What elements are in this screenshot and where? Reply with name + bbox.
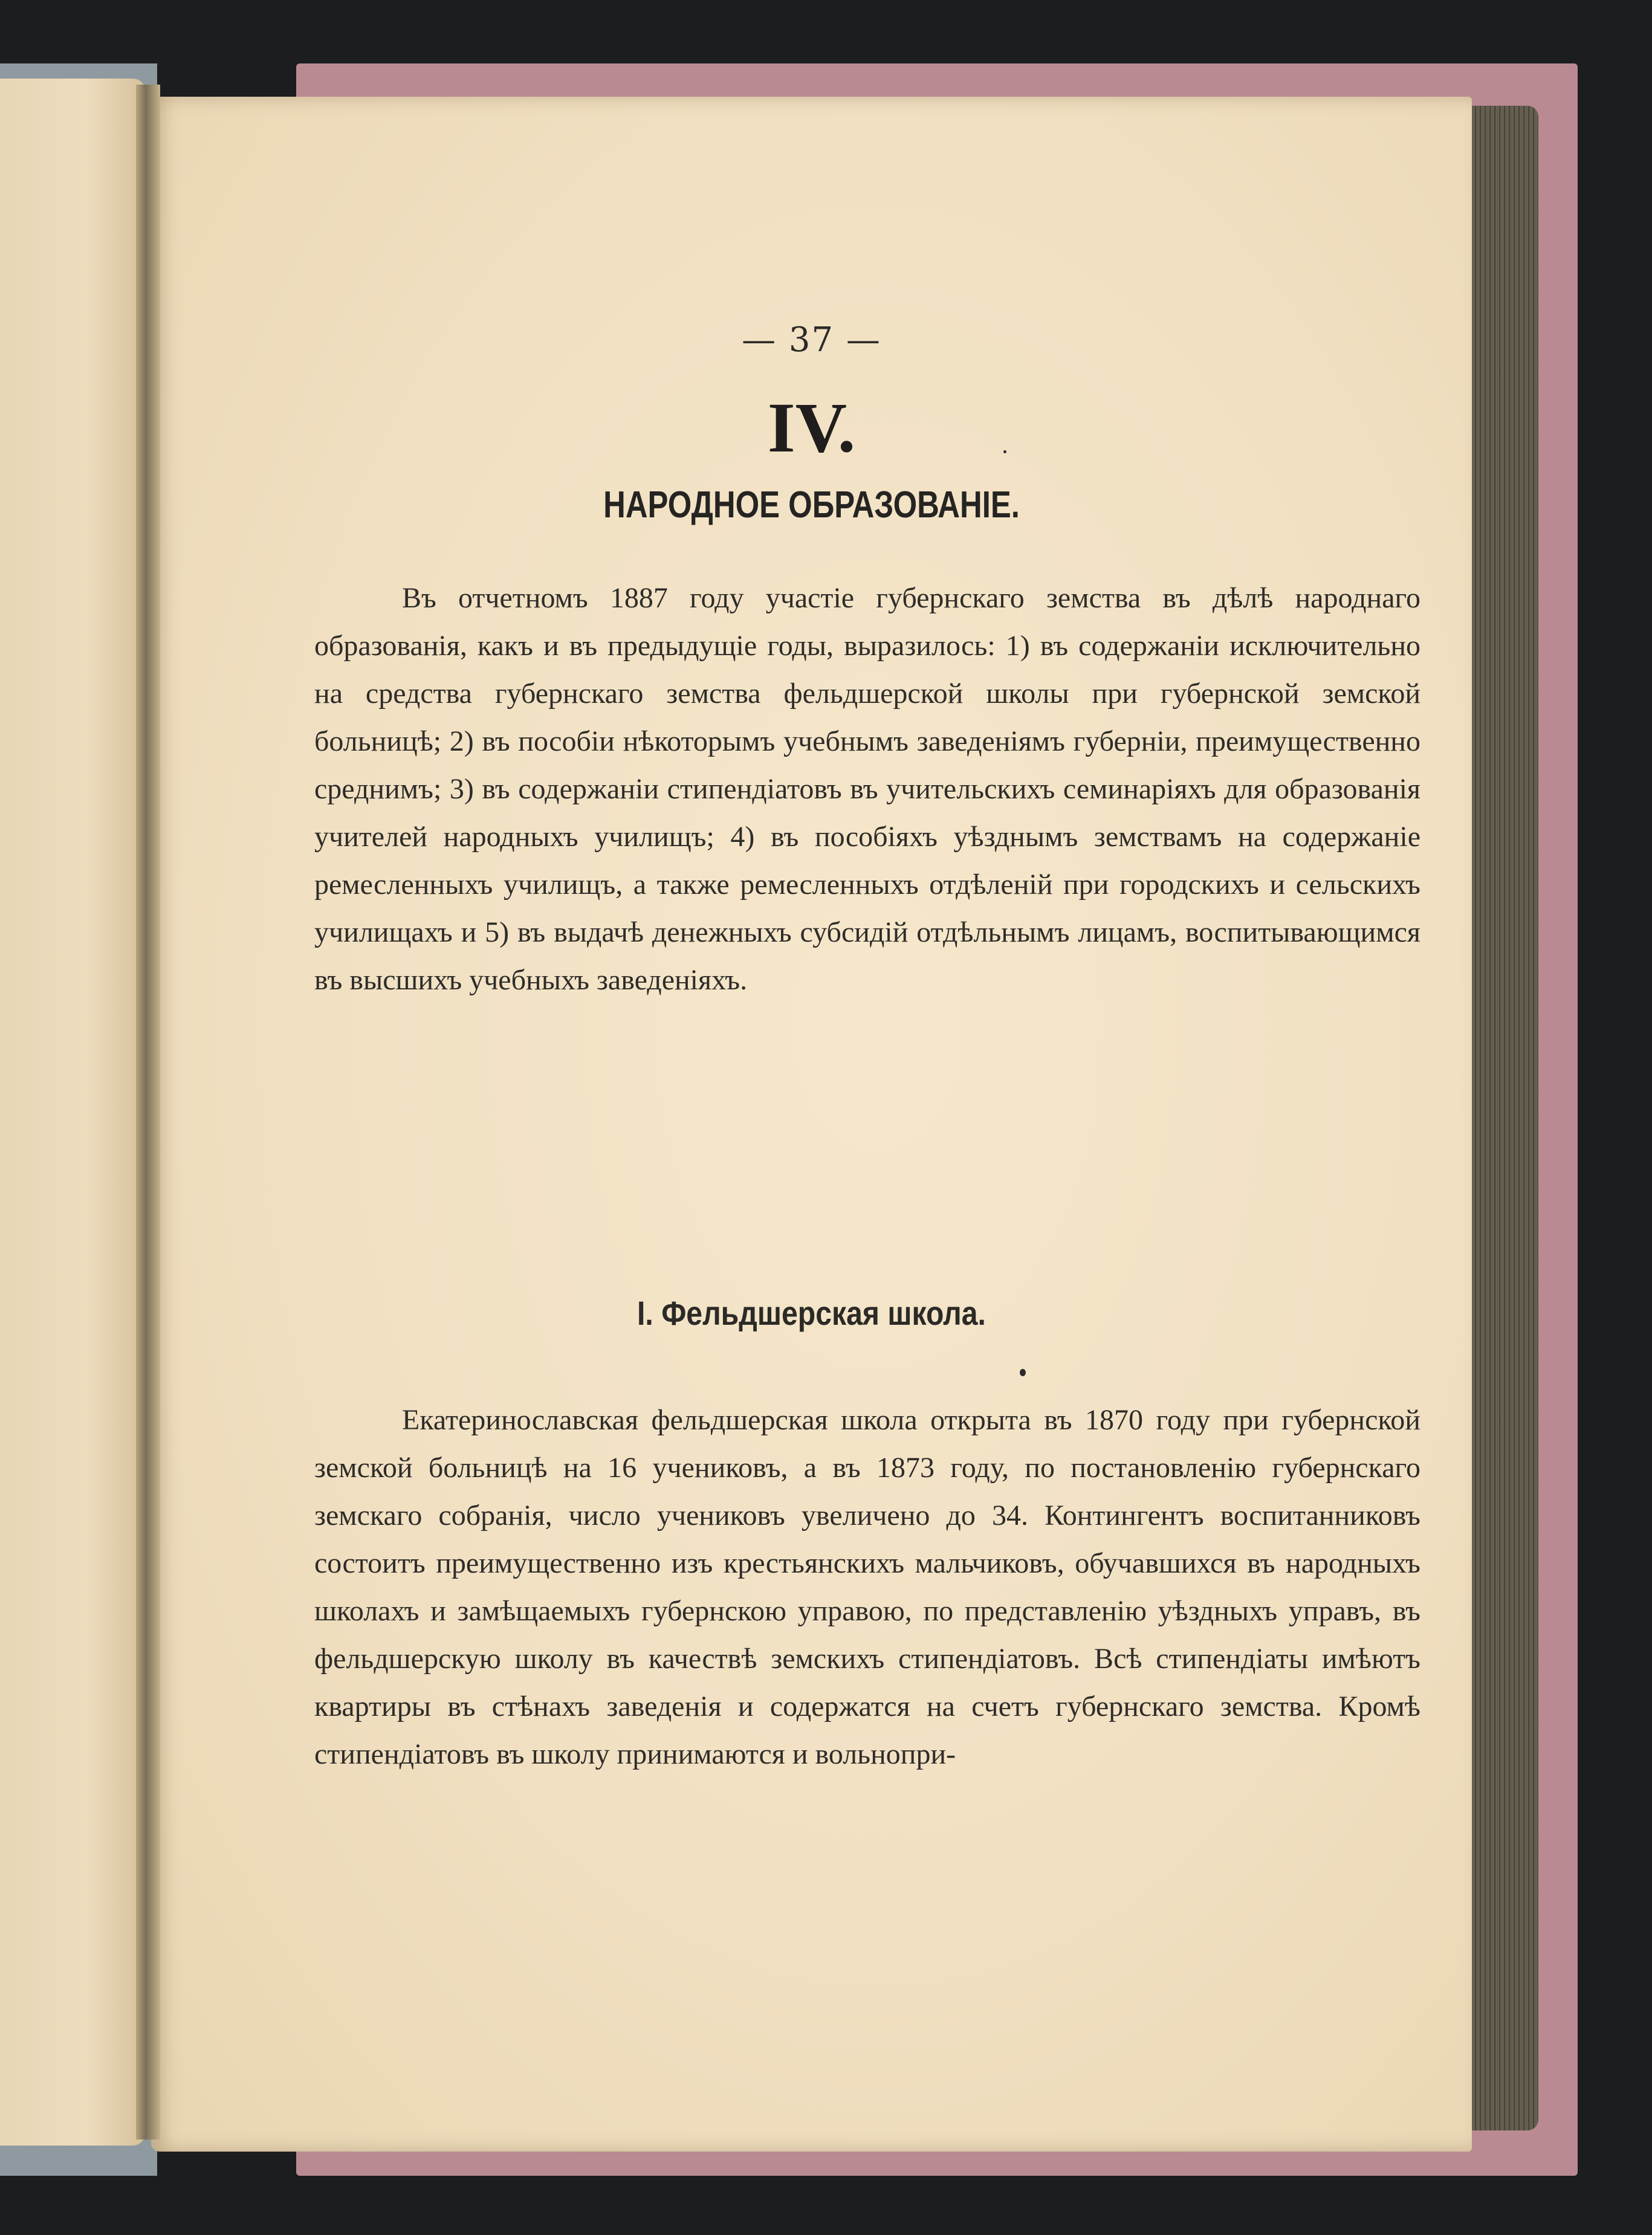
- section-numeral: IV.: [767, 388, 856, 467]
- ink-speck: [1020, 1369, 1026, 1376]
- previous-page-edge: [0, 79, 145, 2146]
- book-page: [151, 97, 1472, 2152]
- paragraph-school: [314, 1396, 1420, 1778]
- book-gutter: [136, 85, 160, 2140]
- section-title: НАРОДНОЕ ОБРАЗОВАНІЕ.: [603, 484, 1020, 526]
- paragraph-text: Въ отчетномъ 1887 году участіе губернскаго земства въ дѣлѣ народнаго образованія, какъ и въ предыдущіе годы, выразилось: 1) въ содержаніи исключительно на средства губернскаго земства фельдшерской школы при губернской земской больницѣ; 2) въ пособіи нѣкоторымъ учебнымъ заведеніямъ губерніи, преимущественно среднимъ; 3) въ содержаніи стипендіатовъ въ учительскихъ семинаріяхъ для образованія учителей народныхъ училищъ; 4) въ пособіяхъ уѣзднымъ земствамъ на содержаніе ремесленныхъ училищъ, а также ремесленныхъ отдѣленій при городскихъ и сельскихъ училищахъ и 5) въ выдачѣ денежныхъ субсидій отдѣльнымъ лицамъ, воспитывающимся въ высшихъ учебныхъ заведеніяхъ.: [314, 582, 1420, 996]
- page-number: — 37 —: [742, 320, 881, 360]
- paragraph-text: Екатеринославская фельдшерская школа открыта въ 1870 году при губернской земской больницѣ на 16 учениковъ, а въ 1873 году, по постановленію губернскаго земскаго собранія, число учениковъ увеличено до 34. Контингентъ воспитанниковъ состоитъ преимущественно изъ крестьянскихъ мальчиковъ, обучавшихся въ народныхъ школахъ и замѣщаемыхъ губернскою управою, по представленію уѣздныхъ управъ, въ фельдшерскую школу въ качествѣ земскихъ стипендіатовъ. Всѣ стипендіаты имѣютъ квартиры въ стѣнахъ заведенія и содержатся на счетъ губернскаго земства. Кромѣ стипендіатовъ въ школу принимаются и вольнопри-: [314, 1404, 1420, 1770]
- subsection-title: I. Фельдшерская школа.: [637, 1294, 986, 1332]
- paragraph-intro: [314, 574, 1420, 1004]
- ink-speck: [1003, 450, 1006, 453]
- page-block-edges: [1463, 106, 1538, 2130]
